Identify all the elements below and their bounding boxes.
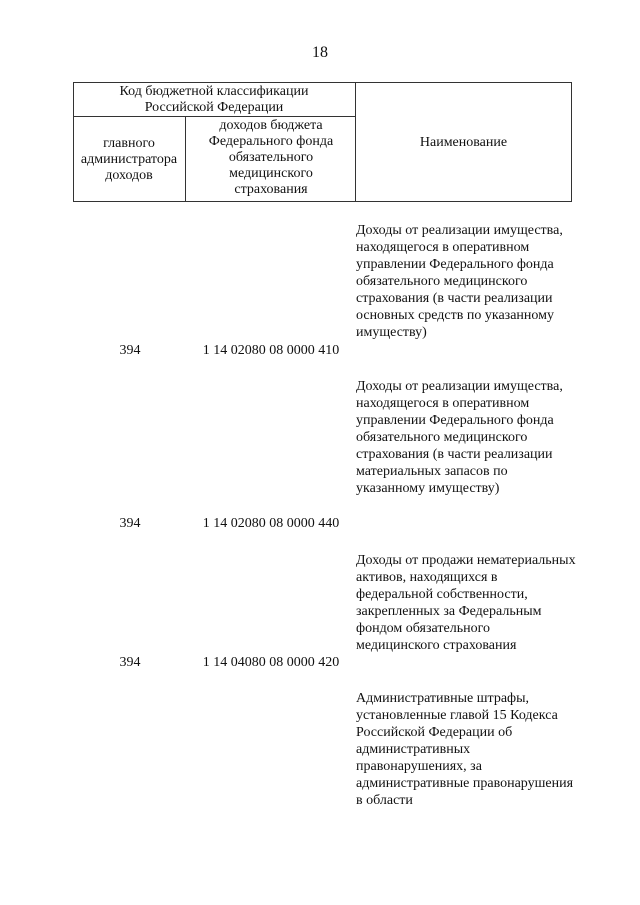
header-left-border [73, 82, 74, 202]
row-name: Доходы от продажи нематериальных активов, находящихся в федеральной собственности, закрепленных за Федеральным фондом обязательного медицинского страхования [356, 553, 576, 653]
row-name: Доходы от реализации имущества, находящегося в оперативном управлении Федерального фонда обязательного медицинского страхования (в части реализации материальных запасов по указанному имуществу) [356, 379, 563, 496]
row-income-code: 1 14 02080 08 0000 440 [202, 516, 340, 531]
row-income-code: 1 14 04080 08 0000 420 [202, 655, 340, 670]
row-admin-code: 394 [119, 343, 141, 358]
header-table [73, 82, 572, 202]
row-name: Доходы от реализации имущества, находящегося в оперативном управлении Федерального фонда обязательного медицинского страхования (в части реализации основных средств по указанному имуществу) [356, 223, 563, 340]
header-code-divider [185, 116, 186, 202]
header-name-divider [355, 82, 356, 202]
page-number: 18 [312, 44, 328, 61]
row-name: Административные штрафы, установленные главой 15 Кодекса Российской Федерации об административных правонарушениях, за административные правонарушения в области [356, 691, 574, 808]
row-admin-code: 394 [119, 655, 141, 670]
header-right-border [571, 82, 572, 202]
header-group-divider [73, 116, 355, 117]
header-group-title: Код бюджетной классификации Российской Федерации [119, 84, 309, 115]
header-col-admin: главного администратора доходов [80, 136, 178, 183]
row-income-code: 1 14 02080 08 0000 410 [202, 343, 340, 358]
header-col-income: доходов бюджета Федерального фонда обязательного медицинского страхования [208, 118, 334, 197]
header-bottom-border [73, 201, 572, 202]
row-admin-code: 394 [119, 516, 141, 531]
header-col-name: Наименование [419, 135, 508, 150]
header-top-border [73, 82, 572, 83]
